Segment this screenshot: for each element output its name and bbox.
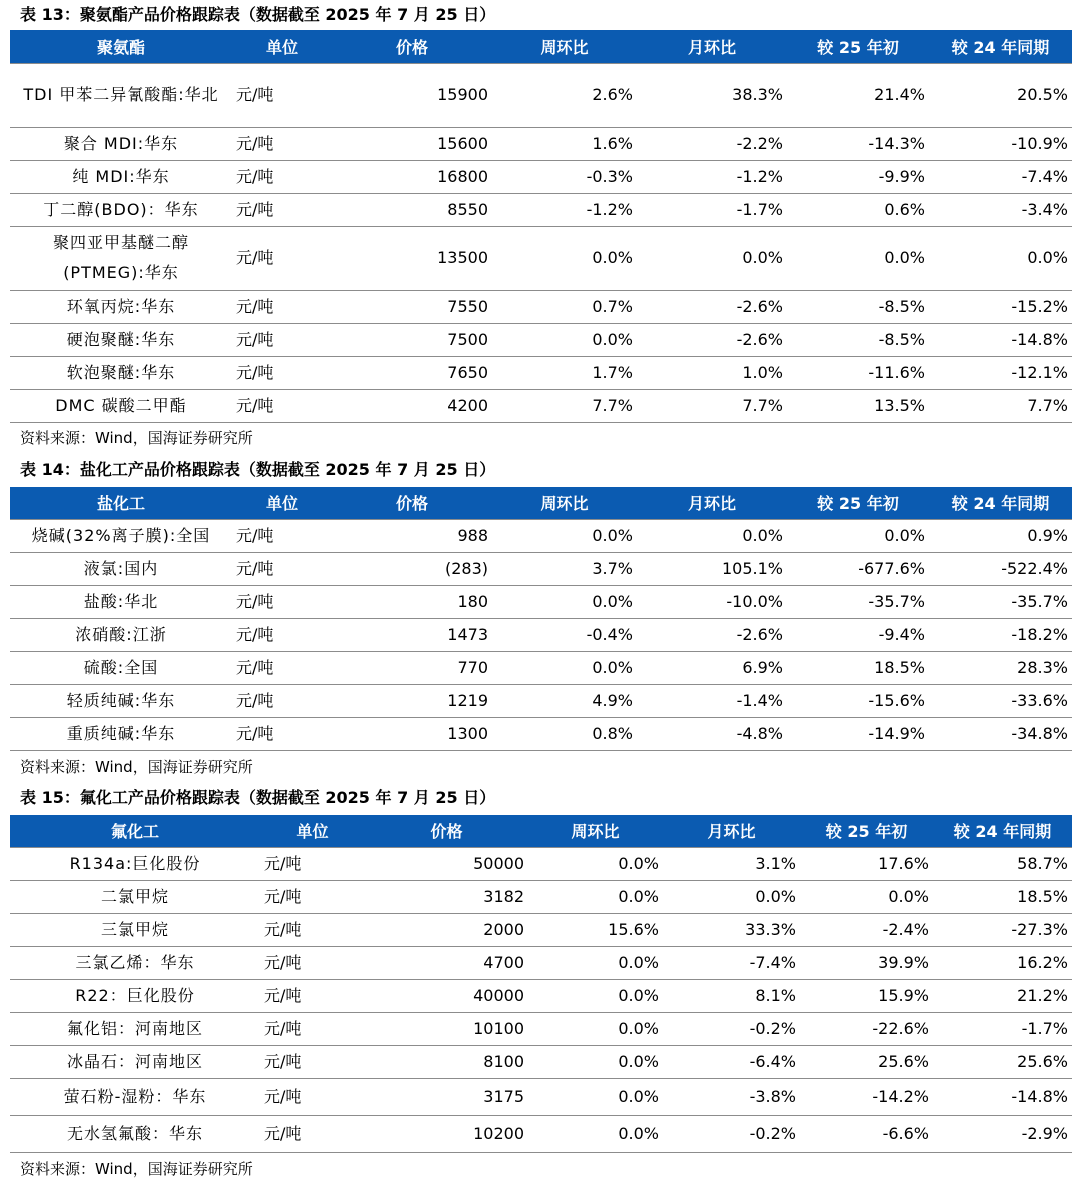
price-cell: 7650: [332, 356, 492, 389]
table-row: [10, 1078, 1072, 1115]
table-row: [10, 979, 1072, 1012]
product-name-cell: 浓硝酸:江浙: [10, 618, 232, 651]
month-change-cell: 0.0%: [637, 226, 787, 290]
ytd-change-cell: -9.4%: [787, 618, 929, 651]
table-row: [10, 226, 1072, 290]
product-name-cell: DMC 碳酸二甲酯: [10, 389, 232, 422]
price-cell: 1300: [332, 717, 492, 750]
unit-cell: 元/吨: [232, 519, 332, 552]
product-name-cell: 无水氢氟酸：华东: [10, 1115, 260, 1152]
unit-cell: 元/吨: [260, 1045, 365, 1078]
week-change-header: 周环比: [571, 822, 620, 842]
price-header: 价格: [395, 494, 428, 514]
fluorochemical-price-table: [10, 815, 1072, 1153]
price-cell: 180: [332, 585, 492, 618]
price-cell: 4700: [365, 946, 528, 979]
yoy-header: 较 24 年同期: [951, 37, 1050, 57]
table-row: [10, 618, 1072, 651]
unit-cell: 元/吨: [260, 1012, 365, 1045]
table-row: [10, 684, 1072, 717]
table-row: [10, 1045, 1072, 1078]
price-cell: 988: [332, 519, 492, 552]
yoy-change-cell: -33.6%: [929, 684, 1072, 717]
week-change-cell: -0.4%: [492, 618, 637, 651]
price-header: 价格: [395, 37, 428, 57]
week-change-cell: 1.7%: [492, 356, 637, 389]
table-header-row: [10, 815, 1072, 847]
table-row: [10, 651, 1072, 684]
yoy-change-cell: 58.7%: [933, 847, 1072, 880]
week-change-cell: 0.7%: [492, 290, 637, 323]
ytd-header: 较 25 年初: [817, 37, 899, 57]
price-cell: 2000: [365, 913, 528, 946]
table-row: [10, 1115, 1072, 1152]
table-row: [10, 389, 1072, 422]
week-change-cell: 15.6%: [528, 913, 663, 946]
table-row: [10, 717, 1072, 750]
unit-cell: 元/吨: [260, 913, 365, 946]
unit-header: 单位: [265, 494, 298, 514]
polyurethane-price-table: [10, 30, 1072, 423]
ytd-change-cell: -6.6%: [800, 1115, 933, 1152]
yoy-change-cell: 25.6%: [933, 1045, 1072, 1078]
product-name-cell: 氟化铝：河南地区: [10, 1012, 260, 1045]
price-cell: 1473: [332, 618, 492, 651]
product-name-cell: R134a:巨化股份: [10, 847, 260, 880]
unit-cell: 元/吨: [232, 618, 332, 651]
price-cell: 7550: [332, 290, 492, 323]
ytd-change-cell: 17.6%: [800, 847, 933, 880]
week-change-cell: 0.0%: [528, 847, 663, 880]
yoy-change-cell: -27.3%: [933, 913, 1072, 946]
ytd-change-cell: -22.6%: [800, 1012, 933, 1045]
product-name-cell: R22：巨化股份: [10, 979, 260, 1012]
yoy-change-cell: -34.8%: [929, 717, 1072, 750]
product-name-cell: 萤石粉-湿粉：华东: [10, 1078, 260, 1115]
ytd-change-cell: -14.2%: [800, 1078, 933, 1115]
price-cell: 770: [332, 651, 492, 684]
month-change-cell: -2.6%: [637, 290, 787, 323]
table-row: [10, 946, 1072, 979]
ytd-change-cell: -14.9%: [787, 717, 929, 750]
product-name-cell: 轻质纯碱:华东: [10, 684, 232, 717]
month-change-cell: 3.1%: [663, 847, 800, 880]
product-name-cell: 重质纯碱:华东: [10, 717, 232, 750]
month-change-cell: 0.0%: [663, 880, 800, 913]
table-row: [10, 63, 1072, 127]
ytd-change-cell: -8.5%: [787, 290, 929, 323]
table-row: [10, 193, 1072, 226]
unit-header: 单位: [265, 37, 298, 57]
month-change-cell: -2.2%: [637, 127, 787, 160]
product-header: 聚氨酯: [96, 37, 145, 57]
table-15-caption: 表 15：氟化工产品价格跟踪表（数据截至 2025 年 7 月 25 日）: [20, 788, 496, 807]
yoy-change-cell: 28.3%: [929, 651, 1072, 684]
price-cell: (283): [332, 552, 492, 585]
yoy-change-cell: -15.2%: [929, 290, 1072, 323]
month-change-header: 月环比: [707, 822, 756, 842]
yoy-header: 较 24 年同期: [953, 822, 1052, 842]
yoy-change-cell: 18.5%: [933, 880, 1072, 913]
yoy-change-cell: -2.9%: [933, 1115, 1072, 1152]
yoy-change-cell: -14.8%: [933, 1078, 1072, 1115]
week-change-cell: 0.8%: [492, 717, 637, 750]
table-row: [10, 847, 1072, 880]
ytd-change-cell: 0.0%: [800, 880, 933, 913]
table-row: [10, 585, 1072, 618]
week-change-cell: 3.7%: [492, 552, 637, 585]
table-13-source: 资料来源：Wind，国海证券研究所: [20, 429, 253, 447]
month-change-cell: -2.6%: [637, 618, 787, 651]
month-change-cell: 38.3%: [637, 63, 787, 127]
month-change-header: 月环比: [687, 494, 736, 514]
ytd-change-cell: -11.6%: [787, 356, 929, 389]
yoy-change-cell: 16.2%: [933, 946, 1072, 979]
table-row: [10, 356, 1072, 389]
week-change-cell: 1.6%: [492, 127, 637, 160]
unit-cell: 元/吨: [232, 356, 332, 389]
product-header: 氟化工: [110, 822, 159, 842]
month-change-cell: 33.3%: [663, 913, 800, 946]
ytd-change-cell: 13.5%: [787, 389, 929, 422]
yoy-change-cell: -522.4%: [929, 552, 1072, 585]
table-14-caption: 表 14：盐化工产品价格跟踪表（数据截至 2025 年 7 月 25 日）: [20, 460, 496, 479]
month-change-cell: -1.4%: [637, 684, 787, 717]
month-change-cell: -10.0%: [637, 585, 787, 618]
table-row: [10, 290, 1072, 323]
product-name-cell: 聚合 MDI:华东: [10, 127, 232, 160]
week-change-cell: 0.0%: [492, 226, 637, 290]
unit-cell: 元/吨: [232, 127, 332, 160]
week-change-header: 周环比: [540, 37, 589, 57]
unit-cell: 元/吨: [232, 290, 332, 323]
month-change-cell: -7.4%: [663, 946, 800, 979]
unit-cell: 元/吨: [260, 1115, 365, 1152]
table-row: [10, 913, 1072, 946]
week-change-cell: -0.3%: [492, 160, 637, 193]
salt-chemical-price-table: [10, 487, 1072, 751]
table-15-source: 资料来源：Wind，国海证券研究所: [20, 1160, 253, 1178]
unit-cell: 元/吨: [260, 979, 365, 1012]
ytd-change-cell: 25.6%: [800, 1045, 933, 1078]
table-13-caption: 表 13：聚氨酯产品价格跟踪表（数据截至 2025 年 7 月 25 日）: [20, 5, 496, 24]
yoy-change-cell: -7.4%: [929, 160, 1072, 193]
week-change-cell: 0.0%: [528, 1012, 663, 1045]
week-change-header: 周环比: [540, 494, 589, 514]
price-cell: 4200: [332, 389, 492, 422]
unit-cell: 元/吨: [260, 880, 365, 913]
unit-cell: 元/吨: [260, 847, 365, 880]
week-change-cell: 0.0%: [492, 585, 637, 618]
yoy-change-cell: -35.7%: [929, 585, 1072, 618]
week-change-cell: 2.6%: [492, 63, 637, 127]
ytd-change-cell: -2.4%: [800, 913, 933, 946]
week-change-cell: 0.0%: [492, 323, 637, 356]
table-14-source: 资料来源：Wind，国海证券研究所: [20, 758, 253, 776]
yoy-change-cell: 0.0%: [929, 226, 1072, 290]
unit-cell: 元/吨: [260, 1078, 365, 1115]
product-name-cell: 聚四亚甲基醚二醇(PTMEG):华东: [10, 226, 232, 290]
week-change-cell: 0.0%: [528, 979, 663, 1012]
ytd-change-cell: -14.3%: [787, 127, 929, 160]
unit-cell: 元/吨: [232, 323, 332, 356]
price-cell: 15900: [332, 63, 492, 127]
week-change-cell: 0.0%: [528, 946, 663, 979]
ytd-header: 较 25 年初: [817, 494, 899, 514]
unit-cell: 元/吨: [232, 160, 332, 193]
unit-cell: 元/吨: [232, 63, 332, 127]
week-change-cell: 0.0%: [528, 880, 663, 913]
ytd-change-cell: 21.4%: [787, 63, 929, 127]
product-name-cell: 冰晶石：河南地区: [10, 1045, 260, 1078]
week-change-cell: 0.0%: [528, 1115, 663, 1152]
week-change-cell: 0.0%: [492, 651, 637, 684]
week-change-cell: 4.9%: [492, 684, 637, 717]
unit-cell: 元/吨: [232, 585, 332, 618]
ytd-change-cell: -35.7%: [787, 585, 929, 618]
yoy-change-cell: -10.9%: [929, 127, 1072, 160]
price-cell: 13500: [332, 226, 492, 290]
ytd-change-cell: -9.9%: [787, 160, 929, 193]
price-cell: 50000: [365, 847, 528, 880]
yoy-change-cell: 20.5%: [929, 63, 1072, 127]
price-cell: 8100: [365, 1045, 528, 1078]
table-header-row: [10, 487, 1072, 519]
table-row: [10, 323, 1072, 356]
month-change-cell: -0.2%: [663, 1115, 800, 1152]
product-name-cell: 环氧丙烷:华东: [10, 290, 232, 323]
table-row: [10, 1012, 1072, 1045]
unit-cell: 元/吨: [260, 946, 365, 979]
unit-cell: 元/吨: [232, 552, 332, 585]
product-name-cell: TDI 甲苯二异氰酸酯:华北: [10, 63, 232, 127]
yoy-change-cell: -14.8%: [929, 323, 1072, 356]
month-change-cell: -1.2%: [637, 160, 787, 193]
unit-cell: 元/吨: [232, 226, 332, 290]
product-name-cell: 软泡聚醚:华东: [10, 356, 232, 389]
price-cell: 8550: [332, 193, 492, 226]
week-change-cell: 7.7%: [492, 389, 637, 422]
ytd-change-cell: 39.9%: [800, 946, 933, 979]
yoy-change-cell: 7.7%: [929, 389, 1072, 422]
price-cell: 15600: [332, 127, 492, 160]
month-change-cell: 6.9%: [637, 651, 787, 684]
table-row: [10, 127, 1072, 160]
yoy-change-cell: 21.2%: [933, 979, 1072, 1012]
product-name-cell: 三氯乙烯：华东: [10, 946, 260, 979]
product-name-cell: 二氯甲烷: [10, 880, 260, 913]
product-name-cell: 纯 MDI:华东: [10, 160, 232, 193]
price-cell: 7500: [332, 323, 492, 356]
ytd-change-cell: 0.0%: [787, 226, 929, 290]
month-change-cell: 105.1%: [637, 552, 787, 585]
product-name-cell: 硬泡聚醚:华东: [10, 323, 232, 356]
price-cell: 16800: [332, 160, 492, 193]
price-cell: 3182: [365, 880, 528, 913]
month-change-cell: -6.4%: [663, 1045, 800, 1078]
month-change-cell: -0.2%: [663, 1012, 800, 1045]
unit-cell: 元/吨: [232, 717, 332, 750]
week-change-cell: 0.0%: [528, 1045, 663, 1078]
price-cell: 10200: [365, 1115, 528, 1152]
price-header: 价格: [430, 822, 463, 842]
month-change-header: 月环比: [687, 37, 736, 57]
month-change-cell: -4.8%: [637, 717, 787, 750]
table-row: [10, 160, 1072, 193]
week-change-cell: 0.0%: [492, 519, 637, 552]
ytd-header: 较 25 年初: [825, 822, 908, 842]
product-name-cell: 烧碱(32%离子膜):全国: [10, 519, 232, 552]
unit-cell: 元/吨: [232, 651, 332, 684]
product-name-cell: 硫酸:全国: [10, 651, 232, 684]
table-row: [10, 880, 1072, 913]
yoy-change-cell: -3.4%: [929, 193, 1072, 226]
yoy-header: 较 24 年同期: [951, 494, 1050, 514]
product-name-cell: 丁二醇(BDO)：华东: [10, 193, 232, 226]
month-change-cell: 0.0%: [637, 519, 787, 552]
ytd-change-cell: 0.6%: [787, 193, 929, 226]
unit-cell: 元/吨: [232, 193, 332, 226]
product-name-cell: 盐酸:华北: [10, 585, 232, 618]
unit-cell: 元/吨: [232, 684, 332, 717]
week-change-cell: -1.2%: [492, 193, 637, 226]
product-name-cell: 三氯甲烷: [10, 913, 260, 946]
month-change-cell: 7.7%: [637, 389, 787, 422]
month-change-cell: -2.6%: [637, 323, 787, 356]
ytd-change-cell: -8.5%: [787, 323, 929, 356]
ytd-change-cell: 0.0%: [787, 519, 929, 552]
ytd-change-cell: -15.6%: [787, 684, 929, 717]
yoy-change-cell: -1.7%: [933, 1012, 1072, 1045]
month-change-cell: -3.8%: [663, 1078, 800, 1115]
month-change-cell: -1.7%: [637, 193, 787, 226]
product-name-cell: 液氯:国内: [10, 552, 232, 585]
unit-cell: 元/吨: [232, 389, 332, 422]
table-header-row: [10, 30, 1072, 63]
yoy-change-cell: 0.9%: [929, 519, 1072, 552]
price-cell: 3175: [365, 1078, 528, 1115]
unit-header: 单位: [296, 822, 329, 842]
ytd-change-cell: 15.9%: [800, 979, 933, 1012]
price-cell: 1219: [332, 684, 492, 717]
month-change-cell: 8.1%: [663, 979, 800, 1012]
ytd-change-cell: 18.5%: [787, 651, 929, 684]
yoy-change-cell: -12.1%: [929, 356, 1072, 389]
yoy-change-cell: -18.2%: [929, 618, 1072, 651]
week-change-cell: 0.0%: [528, 1078, 663, 1115]
product-header: 盐化工: [96, 494, 145, 514]
price-cell: 40000: [365, 979, 528, 1012]
table-row: [10, 519, 1072, 552]
price-cell: 10100: [365, 1012, 528, 1045]
table-row: [10, 552, 1072, 585]
ytd-change-cell: -677.6%: [787, 552, 929, 585]
month-change-cell: 1.0%: [637, 356, 787, 389]
